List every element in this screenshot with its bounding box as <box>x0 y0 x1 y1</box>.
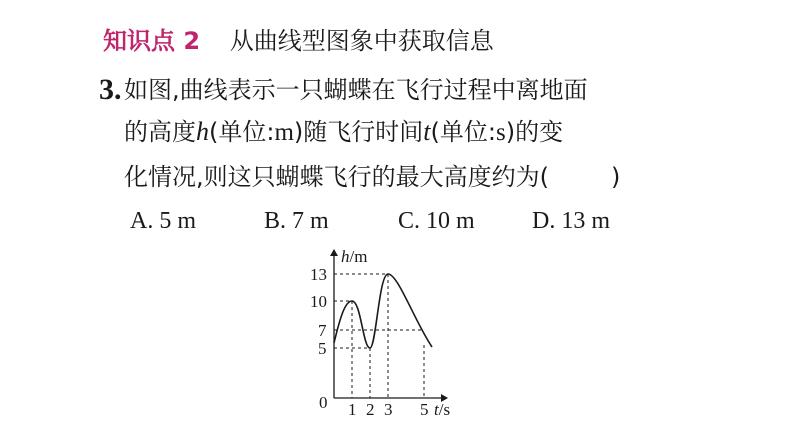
q2-text-b: (单位: <box>209 118 275 146</box>
x-tick-3: 3 <box>384 400 393 419</box>
option-d[interactable]: D. 13 m <box>532 208 610 234</box>
var-h: h <box>196 117 209 146</box>
y-tick-7: 7 <box>318 321 327 340</box>
section-label: 知识点 2 <box>103 27 201 55</box>
q2-text-e: )的变 <box>505 118 564 146</box>
option-b[interactable]: B. 7 m <box>264 208 329 234</box>
y-tick-5: 5 <box>318 339 327 358</box>
x-axis-label: t/s <box>434 400 451 419</box>
q2-text-c: )随飞行时间 <box>293 118 424 146</box>
y-axis-label: h/m <box>341 247 368 266</box>
q2-text-d: (单位: <box>430 118 496 146</box>
q3-text-a: 化情况,则这只蝴蝶飞行的最大高度约为( <box>124 163 549 191</box>
question-line-1: 如图,曲线表示一只蝴蝶在飞行过程中离地面 <box>124 76 588 104</box>
y-tick-10: 10 <box>310 292 327 311</box>
x-tick-1: 1 <box>348 400 357 419</box>
option-c[interactable]: C. 10 m <box>398 208 475 234</box>
question-number: 3. <box>99 73 122 106</box>
guide-lines <box>334 274 424 398</box>
x-tick-5: 5 <box>420 400 429 419</box>
option-a[interactable]: A. 5 m <box>130 208 196 234</box>
origin-label: 0 <box>319 393 328 412</box>
height-curve <box>334 274 432 348</box>
y-tick-13: 13 <box>310 265 327 284</box>
section-title: 从曲线型图象中获取信息 <box>229 27 494 55</box>
x-tick-2: 2 <box>366 400 375 419</box>
q2-text-a: 的高度 <box>124 118 196 146</box>
unit-s: s <box>495 119 506 146</box>
var-t: t <box>423 117 431 146</box>
unit-m: m <box>274 119 294 146</box>
q3-text-b: ) <box>611 163 621 191</box>
